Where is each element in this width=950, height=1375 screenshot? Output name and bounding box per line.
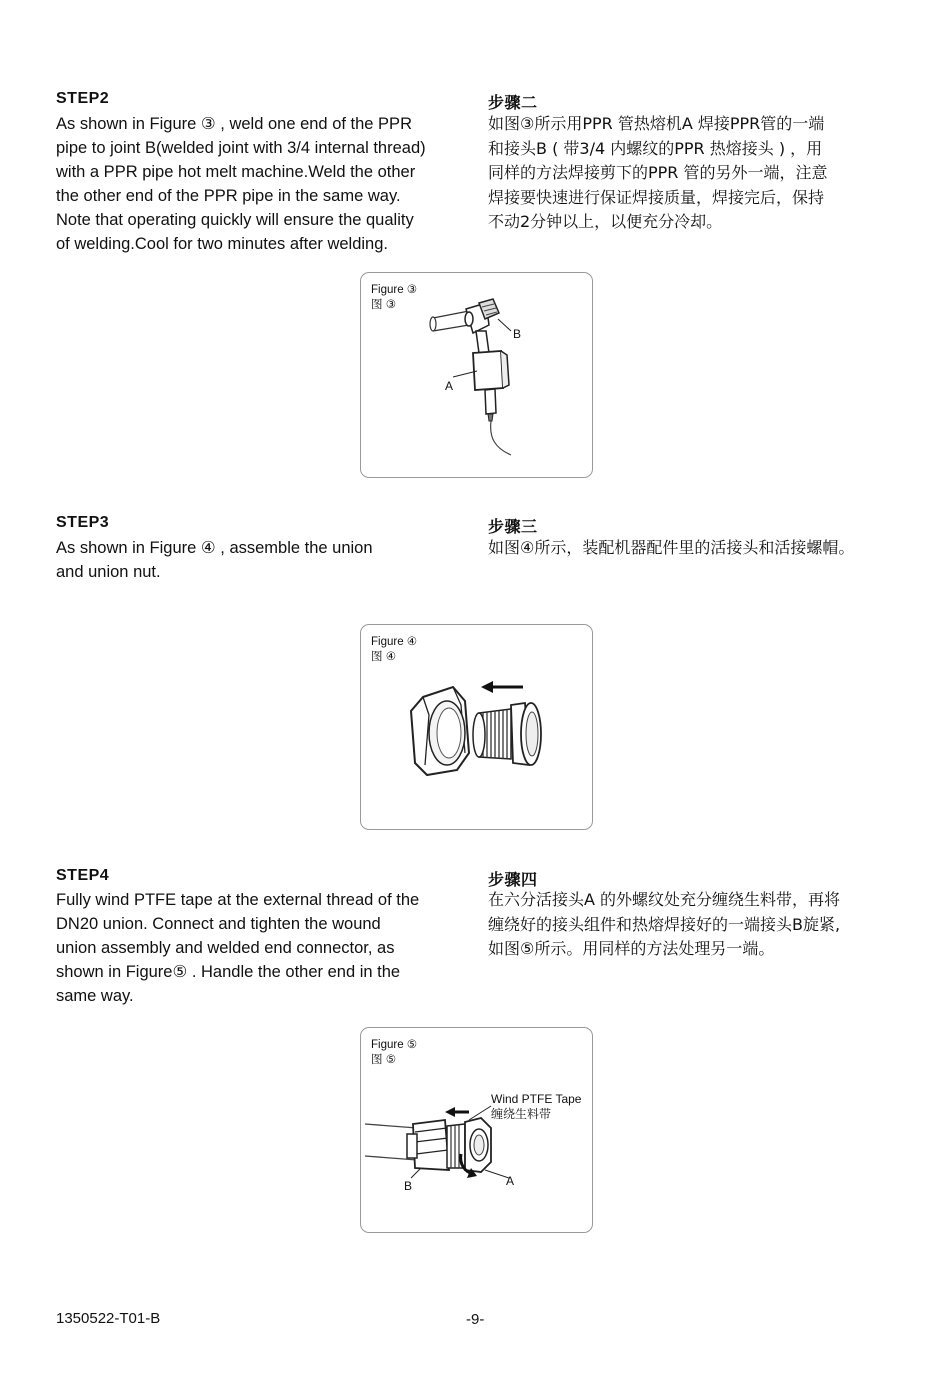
tape-label-cn: 缠绕生料带: [491, 1107, 552, 1121]
step2-title-cn: 步骤二: [488, 95, 538, 112]
page-number: -9-: [466, 1311, 485, 1328]
text-line: pipe to joint B(welded joint with 3/4 internal thread): [56, 139, 426, 157]
text-line: Fully wind PTFE tape at the external thread of the: [56, 891, 420, 909]
figure-4-box: [360, 624, 593, 830]
figure-3-box: [360, 272, 593, 478]
text-line: with a PPR pipe hot melt machine.Weld the other: [56, 163, 416, 181]
step4-title-cn: 步骤四: [488, 872, 538, 889]
text-line: the other end of the PPR pipe in the same way.: [56, 187, 401, 205]
callout-a: A: [506, 1174, 515, 1188]
text-line: DN20 union. Connect and tighten the wound: [56, 915, 381, 933]
text-line: 如图④所示，装配机器配件里的活接头和活接螺帽。: [488, 538, 855, 557]
text-line: 焊接要快速进行保证焊接质量，焊接完后，保持: [488, 187, 825, 207]
welding-machine-illustration: [361, 273, 592, 477]
text-line: union assembly and welded end connector, as: [56, 939, 395, 957]
text-line: of welding.Cool for two minutes after welding.: [56, 235, 388, 253]
text-line: 如图⑤所示。用同样的方法处理另一端。: [488, 939, 775, 958]
step2-text-cn: [488, 112, 908, 235]
text-line: 不动2分钟以上，以便充分冷却。: [488, 212, 723, 231]
union-nut-illustration: [361, 625, 592, 829]
callout-a: A: [445, 379, 454, 393]
callout-b: B: [513, 327, 522, 341]
figure-label-cn: 图 ⑤: [371, 1054, 397, 1066]
step4-text-cn: [488, 888, 928, 962]
step2-text-en: [56, 112, 476, 256]
text-line: As shown in Figure ③ , weld one end of the PPR: [56, 115, 412, 133]
step3-title-en: STEP3: [56, 514, 110, 531]
figure-label-cn: 图 ④: [371, 651, 397, 663]
step4-text-en: [56, 888, 476, 1008]
text-line: Note that operating quickly will ensure the quality: [56, 211, 414, 229]
step2-title-en: STEP2: [56, 90, 110, 107]
figure-label-en: Figure ⑤: [371, 1039, 418, 1051]
figure-label-en: Figure ③: [371, 284, 418, 296]
text-line: shown in Figure⑤ . Handle the other end in the: [56, 963, 401, 981]
text-line: and union nut.: [56, 563, 161, 581]
text-line: 和接头B ( 带3/4 内螺纹的PPR 热熔接头 ) ，用: [488, 138, 823, 158]
step3-text-cn: [488, 536, 928, 561]
figure-label-en: Figure ④: [371, 636, 418, 648]
ptfe-tape-illustration: [361, 1028, 592, 1232]
callout-b: B: [404, 1179, 413, 1193]
text-line: 如图③所示用PPR 管热熔机A 焊接PPR管的一端: [488, 114, 825, 133]
text-line: 缠绕好的接头组件和热熔焊接好的一端接头B旋紧,: [488, 914, 841, 934]
step3-text-en: [56, 536, 476, 584]
text-line: As shown in Figure ④ , assemble the union: [56, 539, 373, 557]
step3-title-cn: 步骤三: [488, 519, 538, 536]
text-line: 同样的方法焊接剪下的PPR 管的另外一端，注意: [488, 163, 828, 182]
text-line: same way.: [56, 987, 134, 1005]
tape-label-en: Wind PTFE Tape: [491, 1092, 582, 1106]
step4-title-en: STEP4: [56, 867, 110, 884]
text-line: 在六分活接头A 的外螺纹处充分缠绕生料带，再将: [488, 890, 841, 909]
figure-label-cn: 图 ③: [371, 299, 397, 311]
document-code: 1350522-T01-B: [56, 1310, 161, 1327]
figure-5-box: [360, 1027, 593, 1233]
